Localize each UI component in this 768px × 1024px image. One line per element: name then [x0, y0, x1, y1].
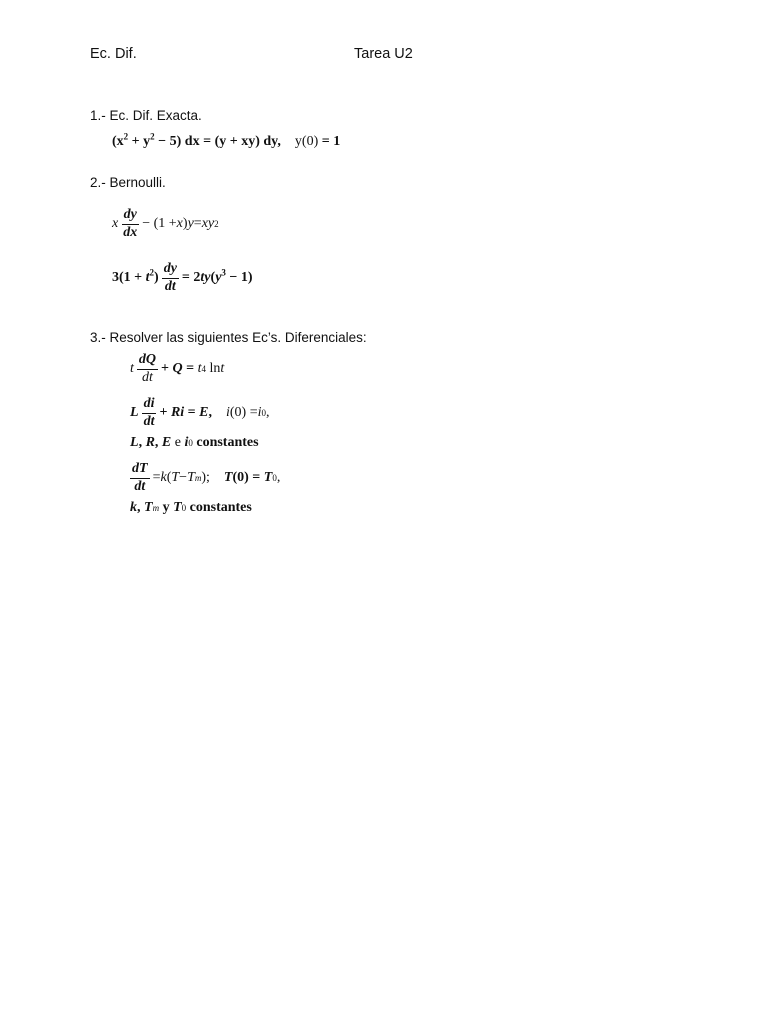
- q3-title: 3.- Resolver las siguientes Ec’s. Diferenciales:: [90, 330, 367, 345]
- header-assignment: Tarea U2: [354, 46, 413, 62]
- q3-equation-b: L $\frac{di}{dt}$ + Ri = E, i (0) = i 0 ,: [130, 396, 270, 429]
- q1-title: 1.- Ec. Dif. Exacta.: [90, 108, 202, 123]
- q2-title: 2.- Bernoulli.: [90, 175, 166, 190]
- q2-equation-b: $3(1 + t^2)$ $\frac{dy}{dt}$ = $2ty(y^3 - 1)$: [112, 261, 253, 294]
- q2-equation-a: x $\frac{dy}{dx}$ − (1 + x ) y = xy 2: [112, 207, 219, 240]
- q1-equation: ( $x^2 + y^2 - 5$) dx = (y + xy) dy, y(0) = 1: [112, 131, 341, 149]
- header-course: Ec. Dif.: [90, 46, 137, 62]
- q3-equation-a: t $\frac{dQ}{dt}$ + Q = t 4 ln t: [130, 352, 225, 385]
- q3-equation-c-note: k, T m y T 0 constantes: [130, 500, 252, 515]
- q3-equation-c: $\frac{dT}{dt}$ = k ( T − T m ); T(0) = T 0 ,: [132, 461, 281, 494]
- q3-equation-b-note: L, R, E e i 0 constantes: [130, 435, 259, 450]
